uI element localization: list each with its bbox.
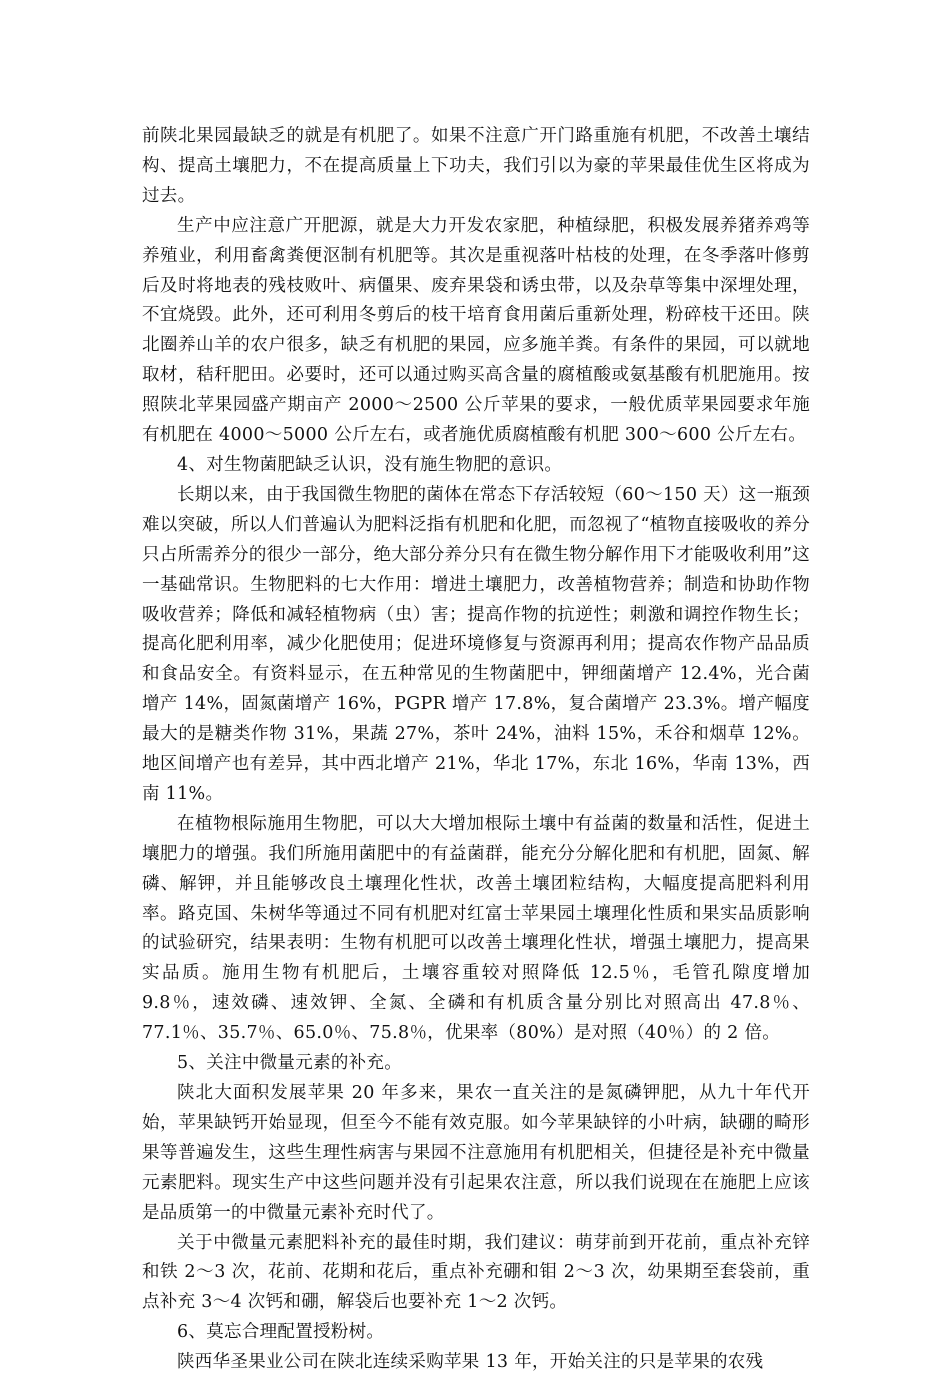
- paragraph-micronutrient-deficiency: 陕北大面积发展苹果 20 年多来，果农一直关注的是氮磷钾肥，从九十年代开始，苹果缺钙开始显现，但至今不能有效克服。如今苹果缺锌的小叶病，缺硼的畸形果等普遍发生，这些生理性病害与果园不注意施用有机肥相关，但捷径是补充中微量元素肥料。现实生产中这些问题并没有引起果农注意，所以我们说现在在施肥上应该是品质第一的中微量元素补充时代了。: [142, 1083, 810, 1223]
- paragraph-bio-fertilizer-roles: 长期以来，由于我国微生物肥的菌体在常态下存活较短（60～150 天）这一瓶颈难以突破，所以人们普遍认为肥料泛指有机肥和化肥，而忽视了“植物直接吸收的养分只占所需养分的很少一部分，绝大部分养分只有在微生物分解作用下才能吸收利用”这一基础常识。生物肥料的七大作用：增进土壤肥力，改善植物营养；制造和协助作物吸收营养；降低和减轻植物病（虫）害；提高作物的抗逆性；刺激和调控作物生长；提高化肥利用率，减少化肥使用；促进环境修复与资源再利用；提高农作物产品品质和食品安全。有资料显示，在五种常见的生物菌肥中，钾细菌增产 12.4%，光合菌增产 14%，固氮菌增产 16%，PGPR 增产 17.8%，复合菌增产 23.3%。增产幅度最大的是糖类作物 31%，果蔬 27%，茶叶 24%，油料 15%，禾谷和烟草 12%。地区间增产也有差异，其中西北增产 21%，华北 17%，东北 16%，华南 13%，西南 11%。: [142, 484, 810, 804]
- paragraph-pollinizer-trees: 陕西华圣果业公司在陕北连续采购苹果 13 年，开始关注的只是苹果的农残: [177, 1352, 764, 1373]
- section-heading-5: 5、关注中微量元素的补充。: [177, 1053, 403, 1074]
- document-body: [142, 122, 810, 1378]
- paragraph-bio-fertilizer-rhizosphere: 在植物根际施用生物肥，可以大大增加根际土壤中有益菌的数量和活性，促进土壤肥力的增强。我们所施用菌肥中的有益菌群，能充分分解化肥和有机肥，固氮、解磷、解钾，并且能够改良土壤理化性状，改善土壤团粒结构，大幅度提高肥料利用率。路克国、朱树华等通过不同有机肥对红富士苹果园土壤理化性质和果实品质影响的试验研究，结果表明：生物有机肥可以改善土壤理化性状，增强土壤肥力，提高果实品质。施用生物有机肥后，土壤容重较对照降低 12.5％，毛管孔隙度增加 9.8％，速效磷、速效钾、全氮、全磷和有机质含量分别比对照高出 47.8％、77.1％、35.7％、65.0％、75.8％，优果率（80%）是对照（40％）的 2 倍。: [142, 813, 810, 1044]
- paragraph-organic-fertilizer-shortage: 前陕北果园最缺乏的就是有机肥了。如果不注意广开门路重施有机肥，不改善土壤结构、提高土壤肥力，不在提高质量上下功夫，我们引以为豪的苹果最佳优生区将成为过去。: [142, 126, 810, 206]
- paragraph-micronutrient-timing: 关于中微量元素肥料补充的最佳时期，我们建议：萌芽前到开花前，重点补充锌和铁 2～3 次，花前、花期和花后，重点补充硼和钼 2～3 次，幼果期至套袋前，重点补充 3～4 次钙和硼，解袋后也要补充 1～2 次钙。: [142, 1232, 810, 1313]
- section-heading-6: 6、莫忘合理配置授粉树。: [177, 1322, 385, 1343]
- section-heading-4: 4、对生物菌肥缺乏认识，没有施生物肥的意识。: [177, 454, 563, 475]
- paragraph-fertilizer-sources: 生产中应注意广开肥源，就是大力开发农家肥，种植绿肥，积极发展养猪养鸡等养殖业，利用畜禽粪便沤制有机肥等。其次是重视落叶枯枝的处理，在冬季落叶修剪后及时将地表的残枝败叶、病僵果、废弃果袋和诱虫带，以及杂草等集中深埋处理，不宜烧毁。此外，还可利用冬剪后的枝干培育食用菌后重新处理，粉碎枝干还田。陕北圈养山羊的农户很多，缺乏有机肥的果园，应多施羊粪。有条件的果园，可以就地取材，秸秆肥田。必要时，还可以通过购买高含量的腐植酸或氨基酸有机肥施用。按照陕北苹果园盛产期亩产 2000～2500 公斤苹果的要求，一般优质苹果园要求年施有机肥在 4000～5000 公斤左右，或者施优质腐植酸有机肥 300～600 公斤左右。: [142, 215, 810, 446]
